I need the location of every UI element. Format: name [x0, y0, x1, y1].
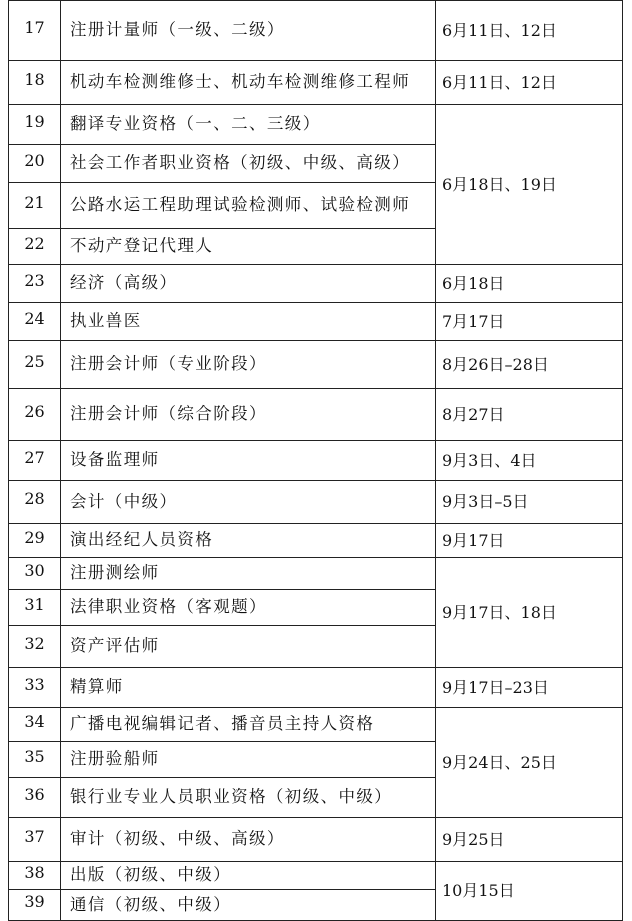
row-number: 31 — [9, 590, 61, 626]
exam-name: 广播电视编辑记者、播音员主持人资格 — [61, 708, 436, 742]
exam-name: 资产评估师 — [61, 626, 436, 668]
table-row — [9, 524, 623, 558]
table-row — [9, 481, 623, 524]
row-number: 32 — [9, 626, 61, 668]
row-number: 35 — [9, 742, 61, 778]
exam-date: 6月18日、19日 — [436, 105, 623, 265]
table-row — [9, 1, 623, 61]
exam-date: 7月17日 — [436, 303, 623, 341]
exam-name: 注册会计师（专业阶段） — [61, 341, 436, 389]
exam-date: 8月26日–28日 — [436, 341, 623, 389]
row-number: 28 — [9, 481, 61, 524]
exam-date: 9月3日–5日 — [436, 481, 623, 524]
exam-name: 注册计量师（一级、二级） — [61, 1, 436, 61]
row-number: 36 — [9, 778, 61, 818]
exam-name: 审计（初级、中级、高级） — [61, 818, 436, 862]
table-row — [9, 389, 623, 441]
table-row — [9, 265, 623, 303]
row-number: 22 — [9, 229, 61, 265]
exam-name: 设备监理师 — [61, 441, 436, 481]
exam-name: 会计（中级） — [61, 481, 436, 524]
exam-name: 精算师 — [61, 668, 436, 708]
row-number: 29 — [9, 524, 61, 558]
exam-date: 9月3日、4日 — [436, 441, 623, 481]
table-row — [9, 818, 623, 862]
table-row — [9, 303, 623, 341]
row-number: 26 — [9, 389, 61, 441]
exam-date: 9月17日、18日 — [436, 558, 623, 668]
exam-date: 6月11日、12日 — [436, 61, 623, 105]
row-number: 33 — [9, 668, 61, 708]
row-number: 19 — [9, 105, 61, 145]
exam-name: 不动产登记代理人 — [61, 229, 436, 265]
exam-date: 8月27日 — [436, 389, 623, 441]
exam-name: 执业兽医 — [61, 303, 436, 341]
row-number: 17 — [9, 1, 61, 61]
exam-name: 演出经纪人员资格 — [61, 524, 436, 558]
row-number: 38 — [9, 862, 61, 890]
exam-name: 翻译专业资格（一、二、三级） — [61, 105, 436, 145]
exam-name: 银行业专业人员职业资格（初级、中级） — [61, 778, 436, 818]
row-number: 37 — [9, 818, 61, 862]
row-number: 20 — [9, 145, 61, 183]
exam-date: 9月17日–23日 — [436, 668, 623, 708]
row-number: 21 — [9, 183, 61, 229]
exam-name: 通信（初级、中级） — [61, 890, 436, 921]
table-row — [9, 708, 623, 742]
table-row — [9, 558, 623, 590]
exam-name: 出版（初级、中级） — [61, 862, 436, 890]
exam-date: 10月15日 — [436, 862, 623, 921]
row-number: 23 — [9, 265, 61, 303]
exam-name: 经济（高级） — [61, 265, 436, 303]
row-number: 34 — [9, 708, 61, 742]
table-row — [9, 441, 623, 481]
exam-date: 9月24日、25日 — [436, 708, 623, 818]
exam-name: 公路水运工程助理试验检测师、试验检测师 — [61, 183, 436, 229]
table-row — [9, 668, 623, 708]
row-number: 27 — [9, 441, 61, 481]
exam-date: 9月25日 — [436, 818, 623, 862]
row-number: 39 — [9, 890, 61, 921]
exam-date: 6月11日、12日 — [436, 1, 623, 61]
table-row — [9, 105, 623, 145]
row-number: 24 — [9, 303, 61, 341]
exam-name: 注册验船师 — [61, 742, 436, 778]
exam-name: 社会工作者职业资格（初级、中级、高级） — [61, 145, 436, 183]
exam-name: 注册会计师（综合阶段） — [61, 389, 436, 441]
exam-schedule-table — [8, 0, 623, 921]
table-row — [9, 862, 623, 890]
table-row — [9, 61, 623, 105]
exam-name: 法律职业资格（客观题） — [61, 590, 436, 626]
row-number: 30 — [9, 558, 61, 590]
exam-name: 机动车检测维修士、机动车检测维修工程师 — [61, 61, 436, 105]
table-row — [9, 341, 623, 389]
exam-date: 9月17日 — [436, 524, 623, 558]
exam-name: 注册测绘师 — [61, 558, 436, 590]
exam-date: 6月18日 — [436, 265, 623, 303]
row-number: 18 — [9, 61, 61, 105]
row-number: 25 — [9, 341, 61, 389]
